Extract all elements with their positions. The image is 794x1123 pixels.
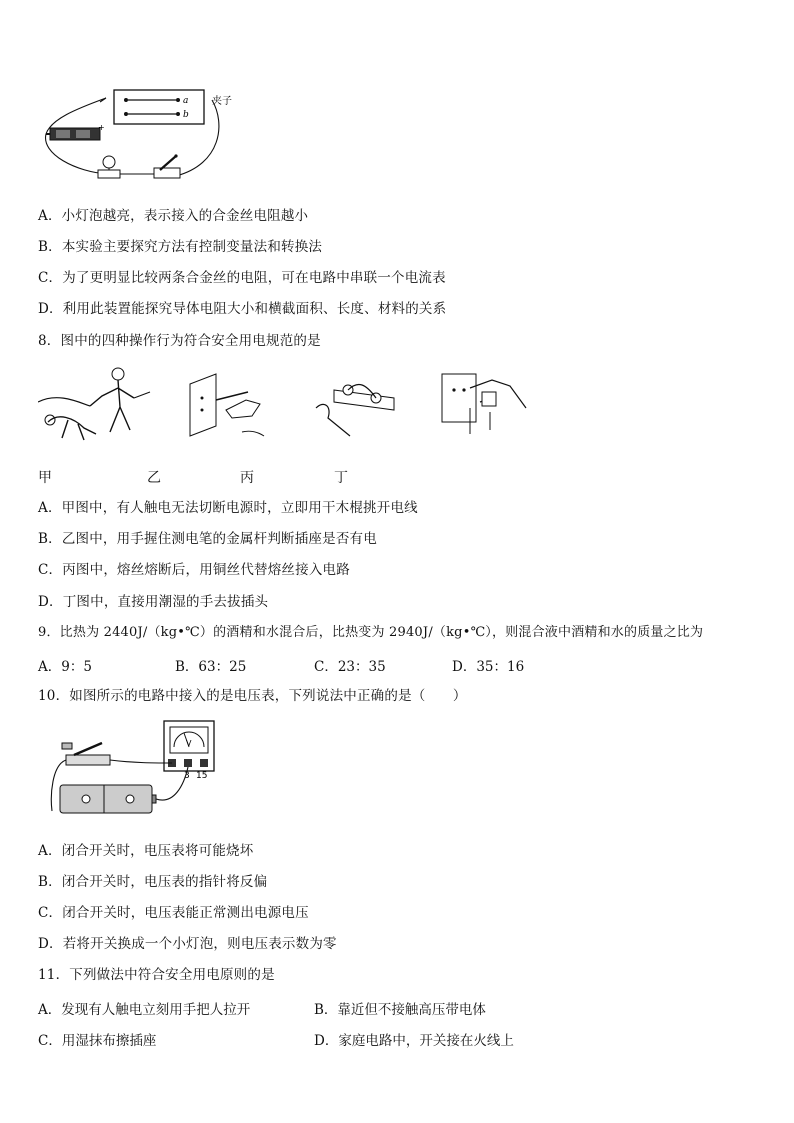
q9-option-a[interactable]: A．9：5 — [38, 659, 92, 675]
q7-option-c[interactable]: C．为了更明显比较两条合金丝的电阻，可在电路中串联一个电流表 — [38, 270, 446, 286]
q10-stem: 10．如图所示的电路中接入的是电压表，下列说法中正确的是（ ） — [38, 688, 467, 704]
q8-caption-jia: 甲 — [38, 470, 52, 486]
meter-letter: V — [186, 739, 192, 748]
q7-option-b[interactable]: B．本实验主要探究方法有控制变量法和转换法 — [38, 239, 323, 255]
q8-option-b[interactable]: B．乙图中，用手握住测电笔的金属杆判断插座是否有电 — [38, 531, 377, 547]
q11-option-d[interactable]: D．家庭电路中，开关接在火线上 — [314, 1033, 514, 1049]
q7-option-d[interactable]: D．利用此装置能探究导体电阻大小和横截面积、长度、材料的关系 — [38, 301, 447, 317]
q10-option-d[interactable]: D．若将开关换成一个小灯泡，则电压表示数为零 — [38, 936, 337, 952]
q8-stem: 8．图中的四种操作行为符合安全用电规范的是 — [38, 333, 321, 349]
q11-stem: 11．下列做法中符合安全用电原则的是 — [38, 967, 275, 983]
q9-option-b[interactable]: B．63：25 — [175, 659, 247, 675]
q8-option-a[interactable]: A．甲图中，有人触电无法切断电源时，立即用干木棍挑开电线 — [38, 500, 418, 516]
q10-option-a[interactable]: A．闭合开关时，电压表将可能烧坏 — [38, 843, 254, 859]
q8-figure-bing — [310, 370, 402, 440]
q11-option-c[interactable]: C．用湿抹布擦插座 — [38, 1033, 157, 1049]
q11-option-b[interactable]: B．靠近但不接触高压带电体 — [314, 1002, 486, 1018]
q8-option-d[interactable]: D．丁图中，直接用潮湿的手去拔插头 — [38, 594, 269, 610]
q8-caption-ding: 丁 — [334, 470, 348, 486]
terminal-15-label: 15 — [196, 771, 208, 781]
q8-option-c[interactable]: C．丙图中，熔丝熔断后，用铜丝代替熔丝接入电路 — [38, 562, 350, 578]
svg-text:+: + — [98, 123, 105, 132]
battery-icon — [46, 128, 100, 140]
voltmeter-icon — [164, 721, 214, 781]
q8-caption-bing: 丙 — [240, 470, 254, 486]
q8-figure-ding — [440, 368, 536, 440]
q9-option-d[interactable]: D．35：16 — [452, 659, 525, 675]
label-a: a — [183, 96, 189, 106]
clip-label: 夹子 — [212, 96, 232, 107]
q8-caption-yi: 乙 — [147, 470, 161, 486]
switch-icon — [62, 743, 110, 765]
q9-stem: 9．比热为 2440J/（kg•℃）的酒精和水混合后，比热变为 2940J/（kg•℃），则混合液中酒精和水的质量之比为 — [38, 625, 704, 640]
q7-option-a[interactable]: A．小灯泡越亮，表示接入的合金丝电阻越小 — [38, 208, 309, 224]
q7-circuit-figure — [36, 84, 256, 189]
battery-icon — [60, 785, 156, 813]
wire-board — [114, 90, 204, 124]
q11-option-a[interactable]: A．发现有人触电立刻用手把人拉开 — [38, 1002, 251, 1018]
terminal-3-label: 3 — [184, 771, 190, 781]
label-b: b — [183, 110, 189, 120]
switch-icon — [154, 154, 180, 178]
q9-option-c[interactable]: C．23：35 — [314, 659, 386, 675]
q8-figure-yi — [186, 370, 266, 440]
q8-figure-jia — [38, 362, 156, 444]
bulb-icon — [98, 156, 120, 178]
q10-option-b[interactable]: B．闭合开关时，电压表的指针将反偏 — [38, 874, 268, 890]
q10-option-c[interactable]: C．闭合开关时，电压表能正常测出电源电压 — [38, 905, 309, 921]
q10-circuit-figure — [44, 715, 224, 825]
